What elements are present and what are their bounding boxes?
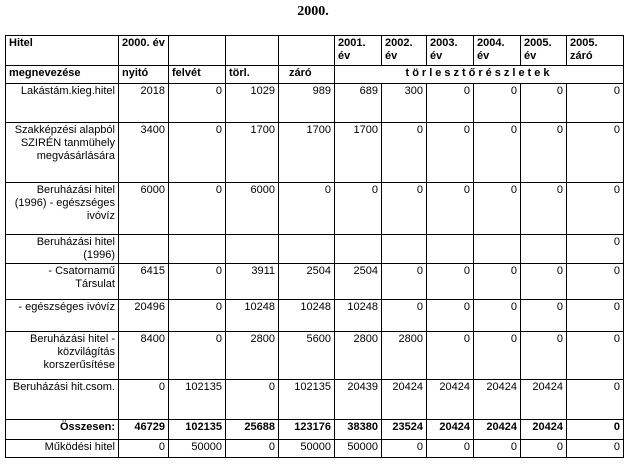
cell-value: 0 [382, 183, 427, 235]
page-title: 2000. [297, 4, 329, 19]
header-felvet: felvét [169, 66, 226, 84]
cell-value: 0 [279, 183, 335, 235]
cell-value: 46729 [119, 420, 169, 440]
row-label: Összesen: [6, 420, 119, 440]
header-megnevezese: megnevezése [6, 66, 119, 84]
cell-value: 0 [521, 300, 567, 332]
cell-value: 0 [474, 84, 521, 123]
row-label: - Csatornamű Társulat [6, 264, 119, 300]
cell-value: 0 [226, 440, 279, 458]
cell-value: 0 [427, 183, 474, 235]
cell-value: 0 [474, 300, 521, 332]
table-row [6, 420, 624, 440]
cell-value: 102135 [169, 420, 226, 440]
cell-value: 989 [279, 84, 335, 123]
cell-value: 20424 [427, 380, 474, 420]
cell-value [335, 235, 382, 264]
cell-value: 300 [382, 84, 427, 123]
cell-value: 0 [474, 183, 521, 235]
cell-value [119, 235, 169, 264]
header-torlesztoreszletek: törlesztőrészletek [335, 66, 624, 84]
table-row [6, 380, 624, 420]
cell-value: 0 [427, 84, 474, 123]
cell-value: 0 [521, 440, 567, 458]
cell-value: 50000 [335, 440, 382, 458]
cell-value: 1029 [226, 84, 279, 123]
cell-value: 8400 [119, 332, 169, 380]
table-row [6, 332, 624, 380]
cell-value: 0 [226, 380, 279, 420]
cell-value: 0 [169, 332, 226, 380]
header-2005-zaro: 2005. záró [567, 36, 624, 66]
cell-value: 10248 [226, 300, 279, 332]
loan-table [5, 35, 624, 458]
row-label: Beruházási hitel (1996) - egészséges ivóvíz [6, 183, 119, 235]
cell-value [427, 235, 474, 264]
header-empty [226, 36, 279, 66]
table-row [6, 235, 624, 264]
cell-value: 0 [119, 380, 169, 420]
cell-value: 0 [474, 123, 521, 183]
cell-value: 6000 [226, 183, 279, 235]
cell-value: 102135 [279, 380, 335, 420]
cell-value [279, 235, 335, 264]
cell-value: 0 [567, 380, 624, 420]
cell-value: 20424 [427, 420, 474, 440]
cell-value: 0 [427, 300, 474, 332]
cell-value: 20424 [382, 380, 427, 420]
header-2004-ev: 2004. év [474, 36, 521, 66]
header-nyito: nyitó [119, 66, 169, 84]
header-2000-ev: 2000. év [119, 36, 169, 66]
row-label: Beruházási hit.csom. [6, 380, 119, 420]
header-2005-ev: 2005. év [521, 36, 567, 66]
cell-value: 0 [427, 123, 474, 183]
cell-value [169, 235, 226, 264]
cell-value: 0 [169, 264, 226, 300]
cell-value: 5600 [279, 332, 335, 380]
table-row [6, 123, 624, 183]
cell-value: 20424 [474, 380, 521, 420]
table-row [6, 183, 624, 235]
cell-value: 0 [521, 84, 567, 123]
header-empty [169, 36, 226, 66]
cell-value: 2018 [119, 84, 169, 123]
cell-value: 0 [567, 300, 624, 332]
cell-value: 20424 [474, 420, 521, 440]
row-label: Lakástám.kieg.hitel [6, 84, 119, 123]
cell-value: 0 [382, 440, 427, 458]
cell-value: 20424 [521, 420, 567, 440]
cell-value: 10248 [279, 300, 335, 332]
cell-value: 0 [474, 332, 521, 380]
cell-value: 1700 [279, 123, 335, 183]
cell-value [226, 235, 279, 264]
table-row [6, 300, 624, 332]
table-row [6, 264, 624, 300]
cell-value: 0 [567, 332, 624, 380]
cell-value: 102135 [169, 380, 226, 420]
cell-value: 0 [335, 183, 382, 235]
cell-value: 0 [427, 440, 474, 458]
cell-value: 0 [382, 264, 427, 300]
cell-value: 0 [427, 264, 474, 300]
cell-value: 0 [169, 183, 226, 235]
cell-value: 50000 [169, 440, 226, 458]
header-2002-ev: 2002. év [382, 36, 427, 66]
row-label: Szakképzési alapból SZIRÉN tanmühely megvásárlására [6, 123, 119, 183]
cell-value: 23524 [382, 420, 427, 440]
cell-value: 1700 [226, 123, 279, 183]
cell-value: 0 [521, 264, 567, 300]
header-row-1 [6, 36, 624, 66]
header-2001-ev: 2001. év [335, 36, 382, 66]
cell-value: 1700 [335, 123, 382, 183]
cell-value: 0 [521, 183, 567, 235]
cell-value: 6000 [119, 183, 169, 235]
header-torl: törl. [226, 66, 279, 84]
cell-value: 0 [474, 440, 521, 458]
cell-value: 0 [567, 235, 624, 264]
cell-value: 10248 [335, 300, 382, 332]
cell-value: 0 [567, 183, 624, 235]
cell-value: 3911 [226, 264, 279, 300]
cell-value: 6415 [119, 264, 169, 300]
cell-value: 20439 [335, 380, 382, 420]
cell-value: 0 [521, 332, 567, 380]
header-zaro: záró [279, 66, 335, 84]
cell-value: 2800 [226, 332, 279, 380]
cell-value: 2504 [335, 264, 382, 300]
cell-value: 0 [169, 300, 226, 332]
cell-value: 0 [169, 123, 226, 183]
row-label: - egészséges ivóvíz [6, 300, 119, 332]
table-row [6, 440, 624, 458]
cell-value: 689 [335, 84, 382, 123]
cell-value: 0 [382, 123, 427, 183]
cell-value: 0 [427, 332, 474, 380]
cell-value [382, 235, 427, 264]
cell-value: 0 [567, 420, 624, 440]
cell-value: 0 [521, 123, 567, 183]
cell-value: 25688 [226, 420, 279, 440]
cell-value: 50000 [279, 440, 335, 458]
row-label: Beruházási hitel (1996) [6, 235, 119, 264]
cell-value: 123176 [279, 420, 335, 440]
header-2003-ev: 2003. év [427, 36, 474, 66]
header-row-2 [6, 66, 624, 84]
cell-value: 0 [567, 440, 624, 458]
cell-value [521, 235, 567, 264]
cell-value: 0 [567, 84, 624, 123]
cell-value: 2800 [382, 332, 427, 380]
cell-value: 0 [169, 84, 226, 123]
header-hitel: Hitel [6, 36, 119, 66]
cell-value: 20496 [119, 300, 169, 332]
cell-value: 0 [382, 300, 427, 332]
row-label: Működési hitel [6, 440, 119, 458]
cell-value: 2800 [335, 332, 382, 380]
cell-value: 20424 [521, 380, 567, 420]
cell-value: 0 [567, 123, 624, 183]
cell-value: 0 [567, 264, 624, 300]
cell-value: 3400 [119, 123, 169, 183]
cell-value: 0 [119, 440, 169, 458]
header-empty [279, 36, 335, 66]
cell-value: 38380 [335, 420, 382, 440]
cell-value [474, 235, 521, 264]
cell-value: 0 [474, 264, 521, 300]
table-row [6, 84, 624, 123]
cell-value: 2504 [279, 264, 335, 300]
row-label: Beruházási hitel -közvilágítás korszerűsítése [6, 332, 119, 380]
